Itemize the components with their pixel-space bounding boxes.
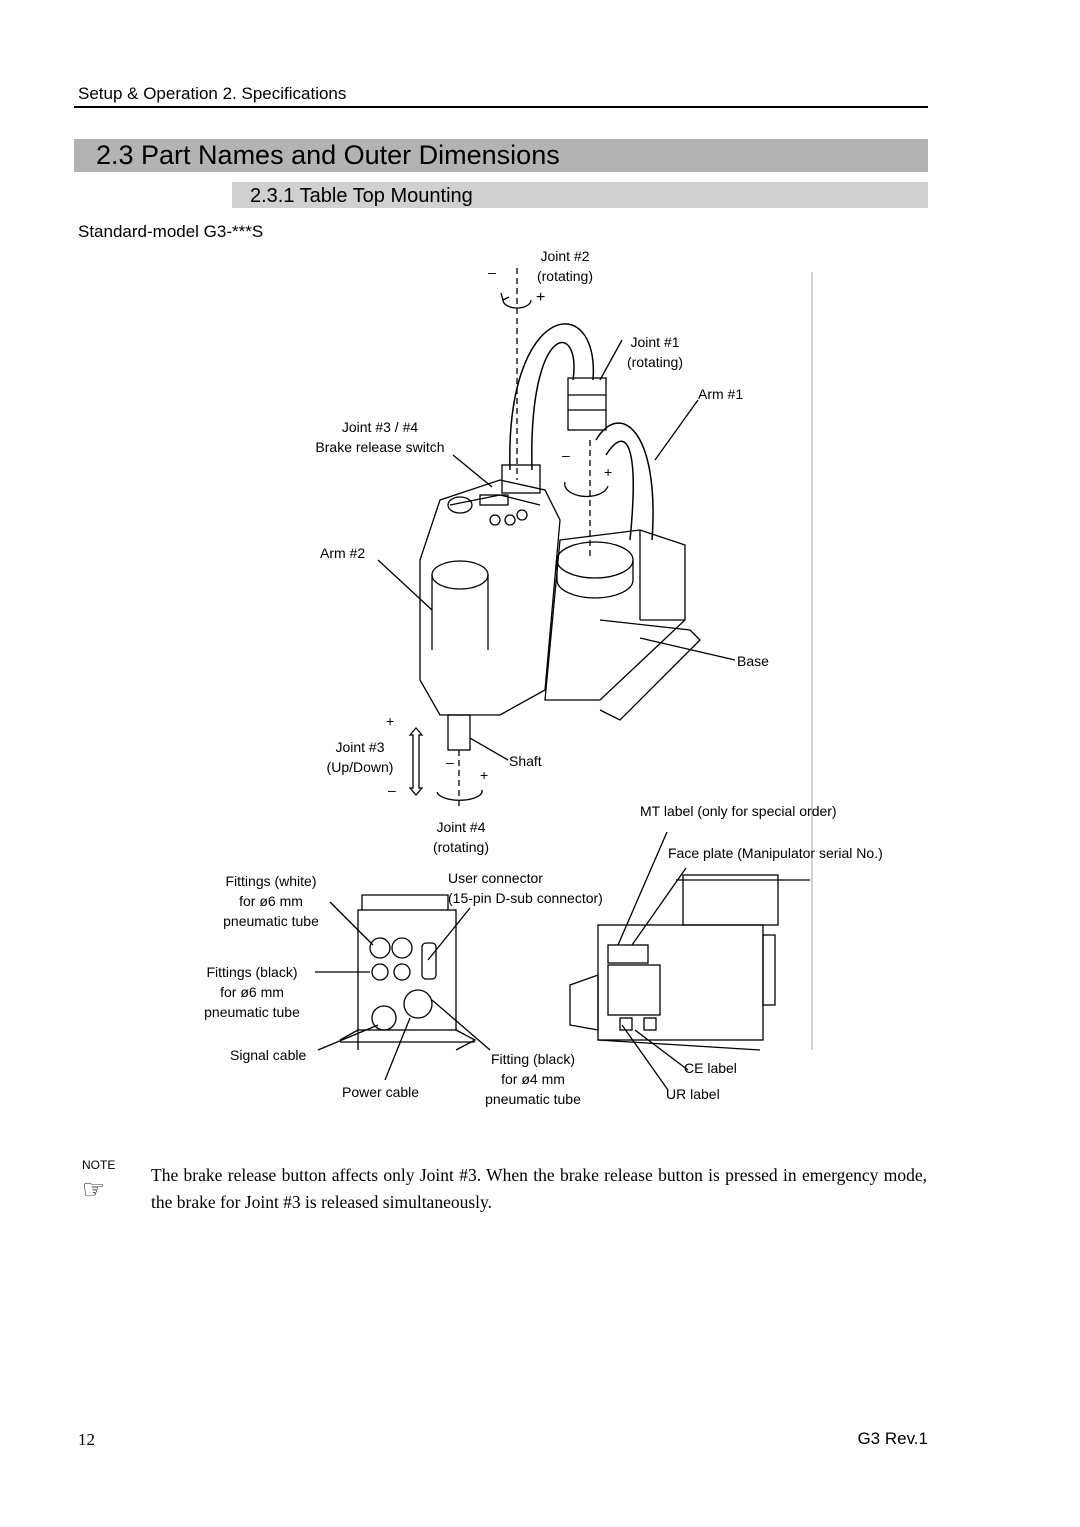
base-label: Base <box>737 653 769 669</box>
joint3-label: Joint #3 <box>335 739 385 755</box>
joint2-plus: + <box>536 289 546 306</box>
fittings-black-label-1: Fittings (black) <box>206 964 298 980</box>
joint2-sub-label: (rotating) <box>536 268 594 284</box>
joint2-label: Joint #2 <box>540 248 590 264</box>
joint1-sub-label: (rotating) <box>626 354 684 370</box>
joint4-sub-label: (rotating) <box>432 839 490 855</box>
joint4-plus: + <box>480 767 489 783</box>
fittings-black-label-3: pneumatic tube <box>204 1004 300 1020</box>
note-label: NOTE <box>82 1158 116 1172</box>
joint2-minus: – <box>488 264 496 280</box>
note-text: The brake release button affects only Joint #3. When the brake release button is pressed in emergency mode, the brake for Joint #3 is released simultaneously. <box>151 1165 927 1212</box>
model-label: Standard-model G3-***S <box>78 222 264 241</box>
section-title: 2.3 Part Names and Outer Dimensions <box>96 140 560 170</box>
fittings-black-label-2: for ø6 mm <box>220 984 284 1000</box>
arm1-label: Arm #1 <box>698 386 744 402</box>
subsection-title: 2.3.1 Table Top Mounting <box>250 185 473 207</box>
fitting-black-label-1: Fitting (black) <box>490 1051 576 1067</box>
joint1-connector <box>568 378 606 430</box>
page-number: 12 <box>78 1430 95 1449</box>
joint3-plus: + <box>386 713 395 729</box>
fittings-white-label-3: pneumatic tube <box>223 913 319 929</box>
joint1-label: Joint #1 <box>630 334 680 350</box>
face-plate-label: Face plate (Manipulator serial No.) <box>668 845 883 861</box>
joint3-minus: – <box>388 782 396 798</box>
document-id: G3 Rev.1 <box>857 1429 928 1448</box>
joint1-plus: + <box>604 464 613 480</box>
power-cable-gland <box>570 975 598 1030</box>
shaft <box>448 715 470 750</box>
joint34-label: Joint #3 / #4 <box>341 419 419 435</box>
side-view-body <box>598 925 763 1040</box>
arm2-body <box>420 480 560 715</box>
shaft-label: Shaft <box>509 753 542 769</box>
user-connector-label-2: (15-pin D-sub connector) <box>448 890 603 906</box>
fittings-white-label-2: for ø6 mm <box>239 893 303 909</box>
ur-label: UR label <box>666 1086 720 1102</box>
arm2-label: Arm #2 <box>320 545 366 561</box>
base-body <box>545 530 685 700</box>
joint4-label: Joint #4 <box>436 819 486 835</box>
pointing-hand-icon: ☞ <box>82 1174 106 1204</box>
mt-label: MT label (only for special order) <box>640 803 837 819</box>
joint3-updown-arrow <box>410 728 422 795</box>
running-header: Setup & Operation 2. Specifications <box>78 84 347 103</box>
user-connector-label-1: User connector <box>448 870 543 886</box>
joint1-minus: – <box>562 447 570 463</box>
joint3-sub-label: (Up/Down) <box>326 759 394 775</box>
brake-switch-label: Brake release switch <box>315 439 445 455</box>
ce-label: CE label <box>684 1060 737 1076</box>
fitting-black-label-3: pneumatic tube <box>485 1091 581 1107</box>
power-cable-label: Power cable <box>342 1084 420 1100</box>
fitting-black-label-2: for ø4 mm <box>501 1071 565 1087</box>
signal-cable-label: Signal cable <box>230 1047 307 1063</box>
joint4-minus: – <box>446 754 454 770</box>
fittings-white-label-1: Fittings (white) <box>225 873 317 889</box>
